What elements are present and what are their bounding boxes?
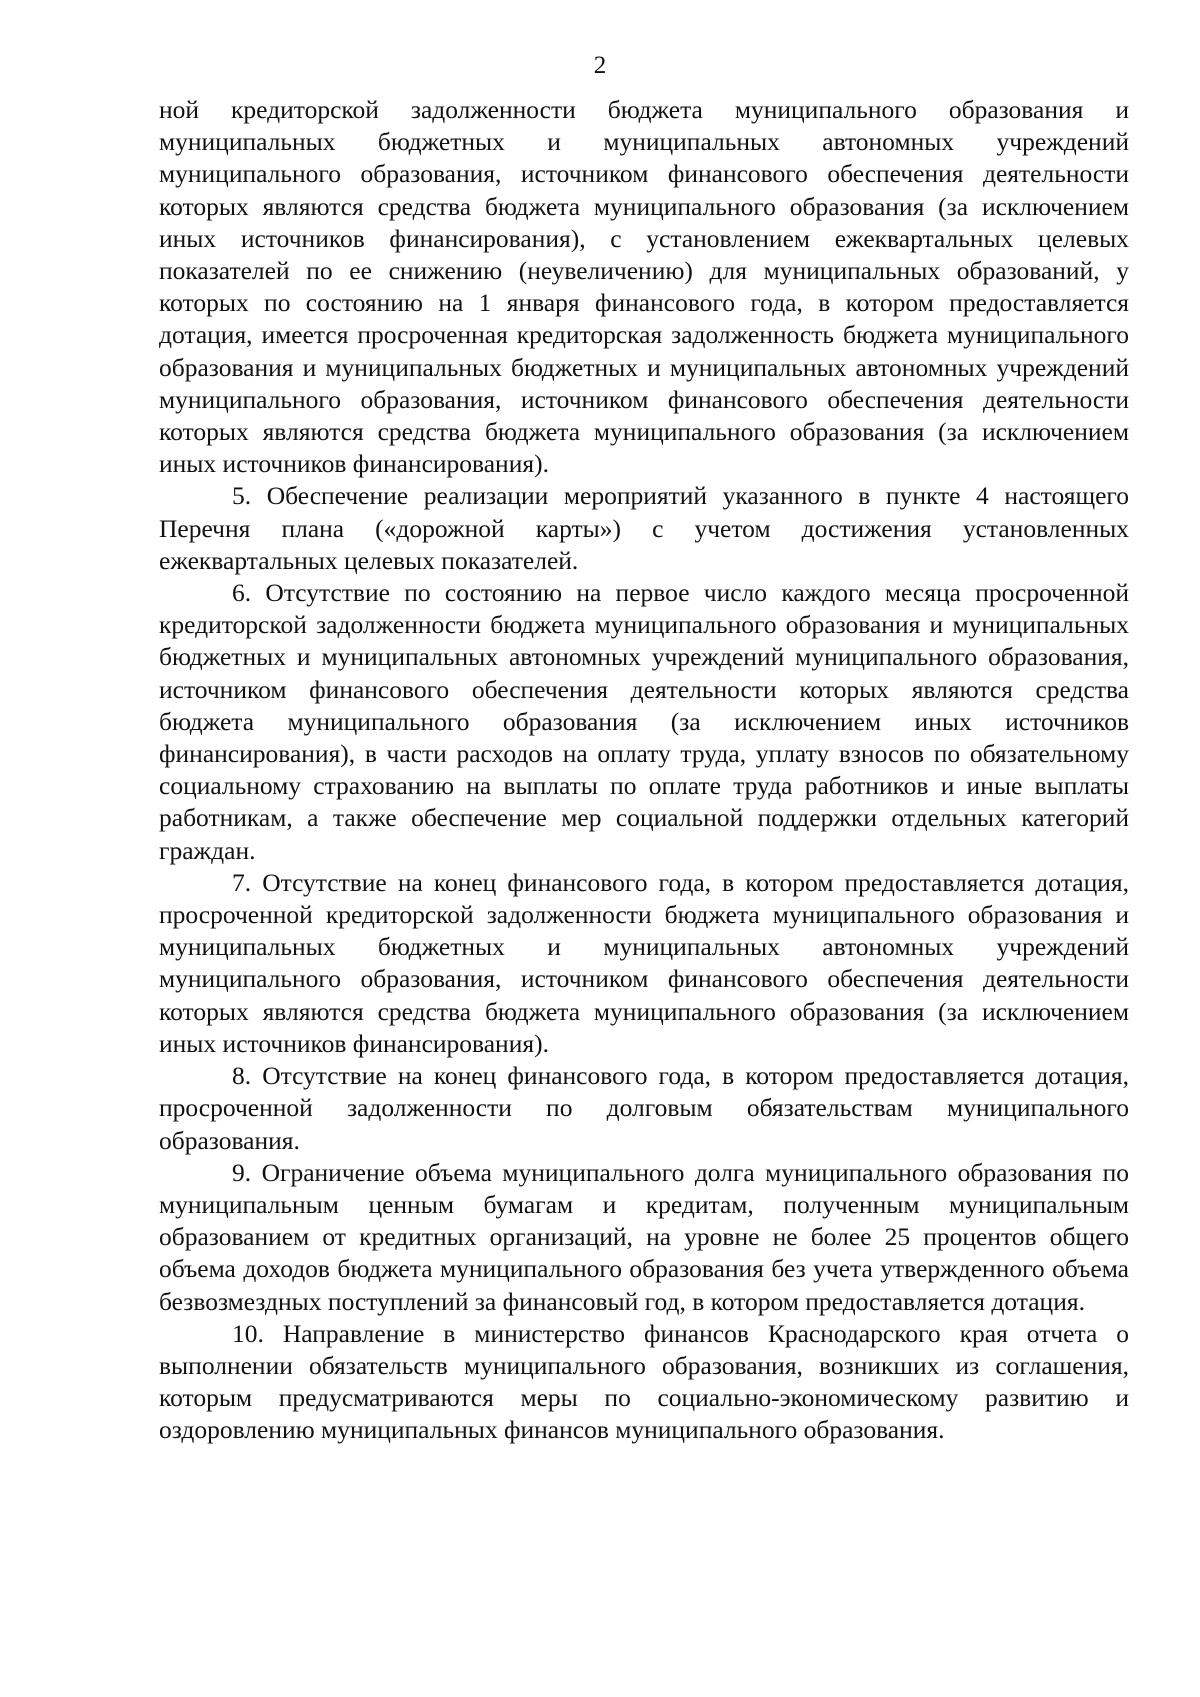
paragraph-continuation: ной кредиторской задолженности бюджета муниципального образования и муниципальных бюджетных и муниципальных автономных учреждений муниципального образования, источником финансового обеспечения деятельности которых являются средства бюджета муниципального образования (за исключением иных источников финансирования), с установлением ежеквартальных целевых показателей по ее снижению (неувеличению) для муниципальных образований, у которых по состоянию на 1 января финансового года, в котором предоставляется дотация, имеется просроченная кредиторская задолженность бюджета муниципального образования и муниципальных бюджетных и муниципальных автономных учреждений муниципального образования, источником финансового обеспечения деятельности которых являются средства бюджета муниципального образования (за исключением иных источников финансирования). [159, 95, 1129, 479]
page-number: 2 [593, 52, 607, 79]
paragraph-item-5: 5. Обеспечение реализации мероприятий указанного в пункте 4 настоящего Перечня плана («дорожной карты») с учетом достижения установленных ежеквартальных целевых показателей. [159, 481, 1129, 575]
paragraph-item-7: 7. Отсутствие на конец финансового года, в котором предоставляется дотация, просроченной кредиторской задолженности бюджета муниципального образования и муниципальных бюджетных и муниципальных автономных учреждений муниципального образования, источником финансового обеспечения деятельности которых являются средства бюджета муниципального образования (за исключением иных источников финансирования). [159, 867, 1129, 1058]
paragraph-item-10: 10. Направление в министерство финансов Краснодарского края отчета о выполнении обязательств муниципального образования, возникших из соглашения, которым предусматриваются меры по социально-экономическому развитию и оздоровлению муниципальных финансов муниципального образования. [159, 1318, 1129, 1445]
paragraph-item-8: 8. Отсутствие на конец финансового года, в котором предоставляется дотация, просроченной задолженности по долговым обязательствам муниципального образования. [159, 1061, 1129, 1155]
paragraph-item-6: 6. Отсутствие по состоянию на первое число каждого месяца просроченной кредиторской задолженности бюджета муниципального образования и муниципальных бюджетных и муниципальных автономных учреждений муниципального образования, источником финансового обеспечения деятельности которых являются средства бюджета муниципального образования (за исключением иных источников финансирования), в части расходов на оплату труда, уплату взносов по обязательному социальному страхованию на выплаты по оплате труда работников и иные выплаты работникам, а также обеспечение мер социальной поддержки отдельных категорий граждан. [159, 578, 1129, 865]
paragraph-item-9: 9. Ограничение объема муниципального долга муниципального образования по муниципальным ценным бумагам и кредитам, полученным муниципальным образованием от кредитных организаций, на уровне не более 25 процентов общего объема доходов бюджета муниципального образования без учета утвержденного объема безвозмездных поступлений за финансовый год, в котором предоставляется дотация. [159, 1157, 1129, 1316]
document-body [159, 94, 1129, 1447]
